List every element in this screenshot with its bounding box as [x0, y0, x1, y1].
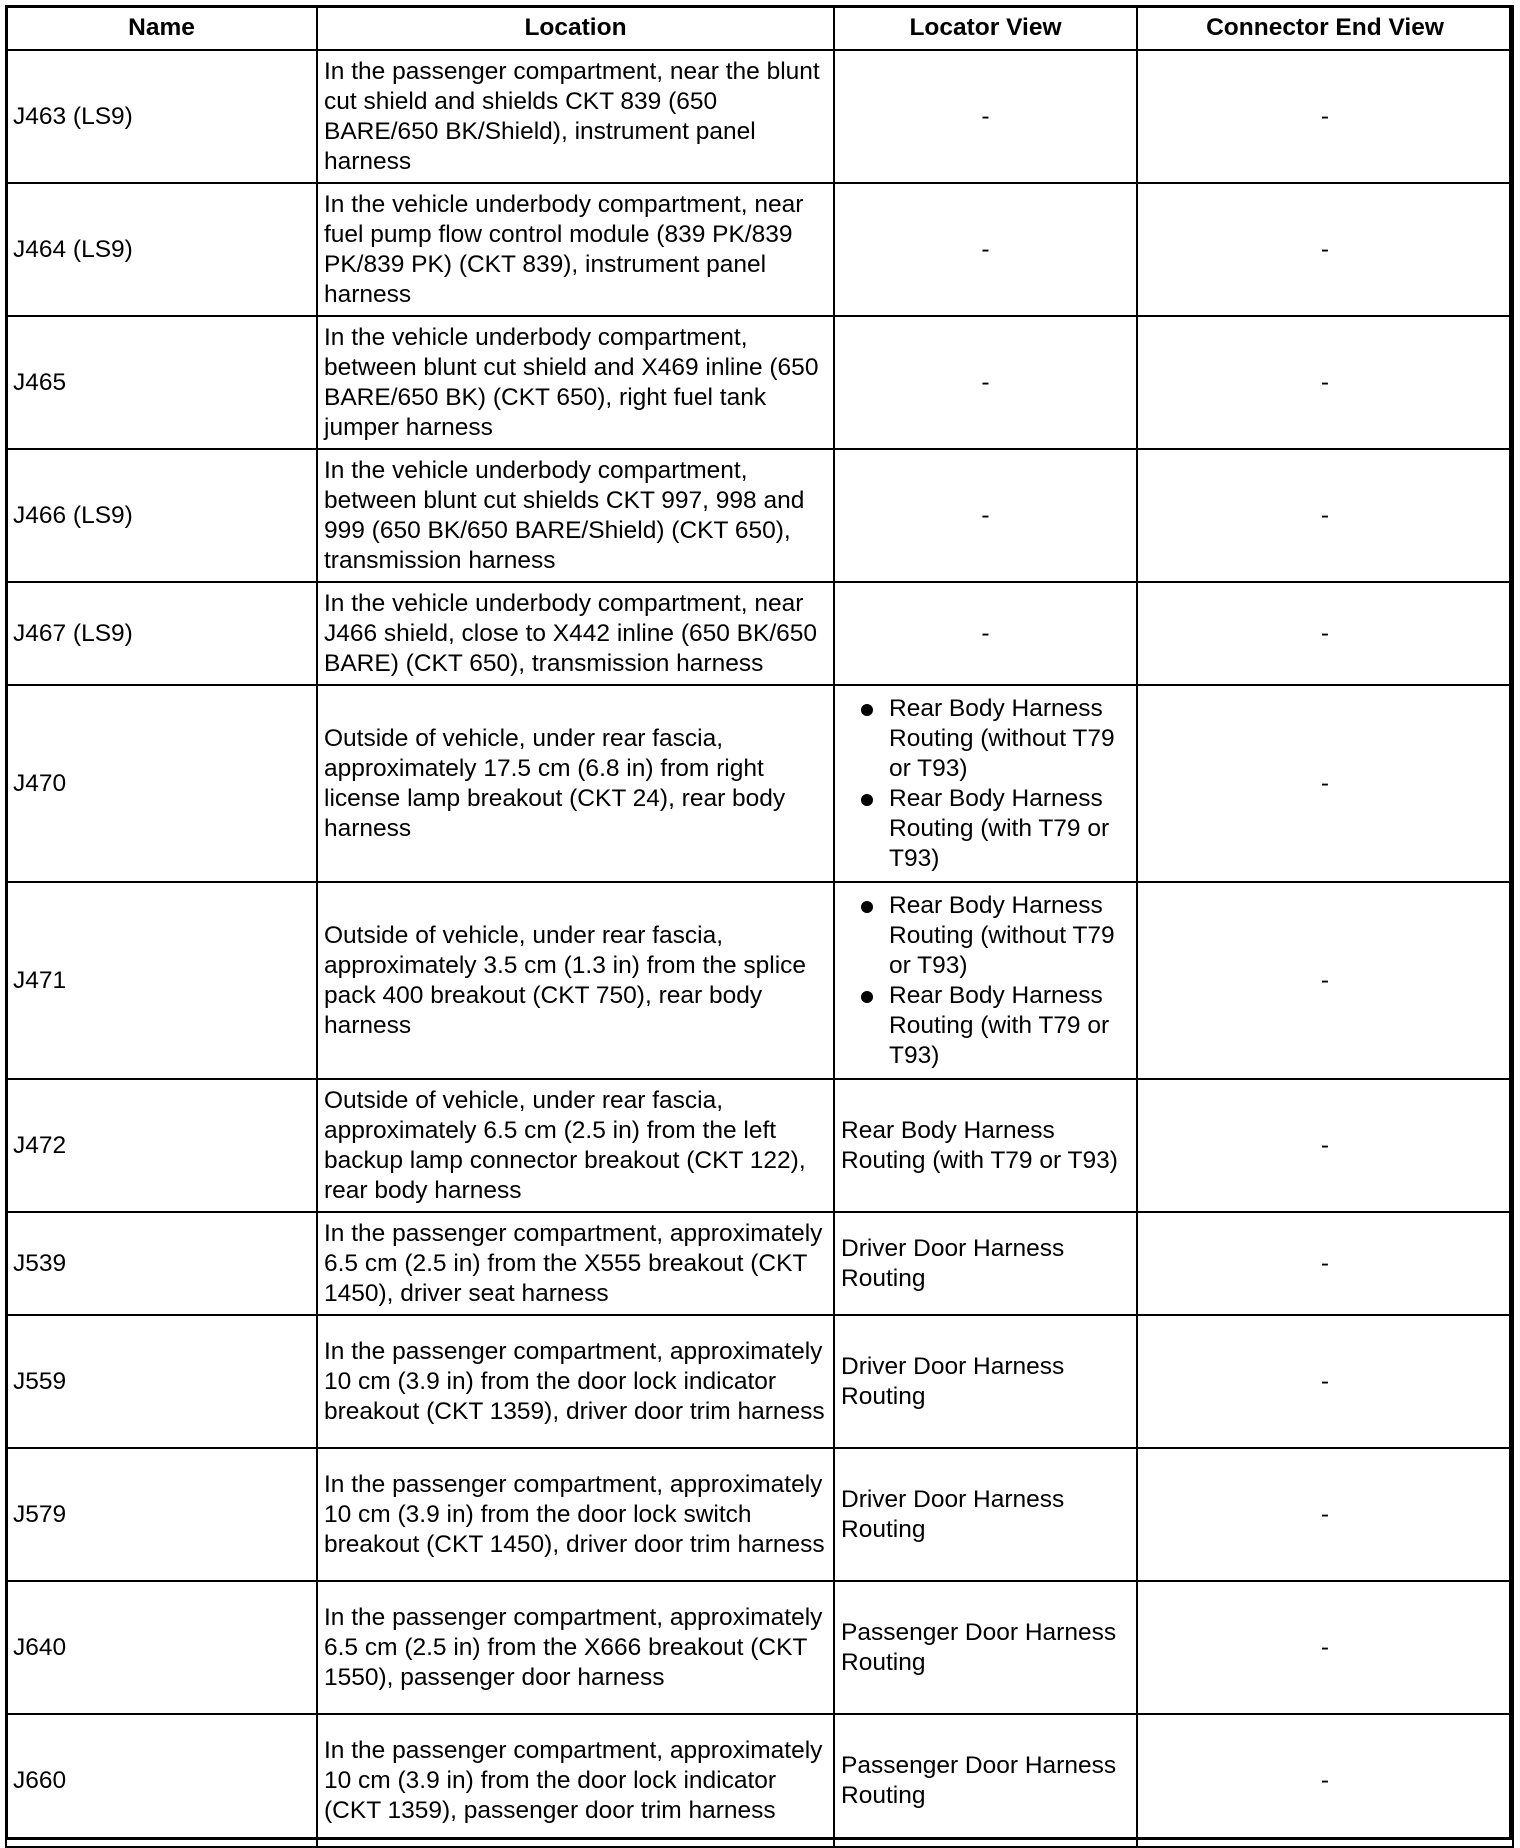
location-cell: In the vehicle underbody compartment, between blunt cut shields CKT 997, 998 and 999 (650 BK/650 BARE/Shield) (CKT 650), transmission harness	[317, 449, 834, 582]
location-cell: In the passenger compartment, approximately 10 cm (3.9 in) from the door lock indicator breakout (CKT 1359), driver door trim harness	[317, 1315, 834, 1448]
connector-end-view-cell: -	[1137, 1448, 1513, 1581]
connector-end-view-cell: -	[1137, 1581, 1513, 1714]
splice-name-cell: J464 (LS9)	[6, 183, 317, 316]
table-row	[6, 882, 1513, 1079]
table-row	[6, 1079, 1513, 1212]
location-cell: In the vehicle underbody compartment, near fuel pump flow control module (839 PK/839 PK/839 PK) (CKT 839), instrument panel harness	[317, 183, 834, 316]
connector-end-view-cell: -	[1137, 685, 1513, 882]
table-row	[6, 183, 1513, 316]
locator-view-cell: Driver Door Harness Routing	[834, 1448, 1137, 1581]
location-cell: In the passenger compartment, approximately 6.5 cm (2.5 in) from the X666 breakout (CKT 1550), passenger door harness	[317, 1581, 834, 1714]
connector-end-view-cell: -	[1137, 1212, 1513, 1315]
locator-view-item-text: Rear Body Harness Routing (without T79 or T93)	[889, 694, 1115, 782]
splice-name-cell: J467 (LS9)	[6, 582, 317, 685]
connector-end-view-cell: -	[1137, 50, 1513, 183]
bullet-icon	[861, 704, 873, 716]
location-cell: In the passenger compartment, near the blunt cut shield and shields CKT 839 (650 BARE/650 BK/Shield), instrument panel harness	[317, 50, 834, 183]
splice-pack-locations-table	[5, 5, 1514, 1848]
connector-end-view-cell: -	[1137, 582, 1513, 685]
splice-name-cell: J559	[6, 1315, 317, 1448]
locator-view-cell: Driver Door Harness Routing	[834, 1315, 1137, 1448]
name-column-header: Name	[6, 6, 317, 50]
locator-view-cell: Rear Body Harness Routing (with T79 or T93)	[834, 1079, 1137, 1212]
locator-view-cell: Passenger Door Harness Routing	[834, 1581, 1137, 1714]
locator-view-column-header: Locator View	[834, 6, 1137, 50]
locator-view-cell: -	[834, 316, 1137, 449]
locator-view-cell	[834, 685, 1137, 882]
header-row	[6, 6, 1513, 50]
locator-view-list	[841, 891, 1131, 1071]
locator-view-cell	[834, 882, 1137, 1079]
locator-view-cell: -	[834, 183, 1137, 316]
table-row	[6, 582, 1513, 685]
connector-end-view-cell: -	[1137, 882, 1513, 1079]
splice-name-cell: J660	[6, 1714, 317, 1847]
connector-end-view-cell: -	[1137, 183, 1513, 316]
table-row	[6, 1448, 1513, 1581]
locator-view-list-item	[841, 784, 1131, 874]
table-row	[6, 449, 1513, 582]
location-cell: In the passenger compartment, approximately 10 cm (3.9 in) from the door lock indicator (CKT 1359), passenger door trim harness	[317, 1714, 834, 1847]
locator-view-list-item	[841, 981, 1131, 1071]
table-row	[6, 1212, 1513, 1315]
location-column-header: Location	[317, 6, 834, 50]
location-cell: Outside of vehicle, under rear fascia, approximately 6.5 cm (2.5 in) from the left backup lamp connector breakout (CKT 122), rear body harness	[317, 1079, 834, 1212]
table-row	[6, 1581, 1513, 1714]
splice-name-cell: J472	[6, 1079, 317, 1212]
location-cell: In the passenger compartment, approximately 10 cm (3.9 in) from the door lock switch breakout (CKT 1450), driver door trim harness	[317, 1448, 834, 1581]
bullet-icon	[861, 901, 873, 913]
bullet-icon	[861, 794, 873, 806]
table-row	[6, 316, 1513, 449]
locator-view-cell: Driver Door Harness Routing	[834, 1212, 1137, 1315]
connector-end-view-cell: -	[1137, 449, 1513, 582]
locator-view-cell: -	[834, 50, 1137, 183]
location-cell: In the vehicle underbody compartment, between blunt cut shield and X469 inline (650 BARE/650 BK) (CKT 650), right fuel tank jumper harness	[317, 316, 834, 449]
locator-view-cell: -	[834, 449, 1137, 582]
connector-end-view-cell: -	[1137, 1079, 1513, 1212]
locator-view-item-text: Rear Body Harness Routing (with T79 or T93)	[889, 981, 1110, 1069]
table-row	[6, 1714, 1513, 1847]
locator-view-cell: Passenger Door Harness Routing	[834, 1714, 1137, 1847]
locator-view-list-item	[841, 694, 1131, 784]
splice-name-cell: J539	[6, 1212, 317, 1315]
locator-view-item-text: Rear Body Harness Routing (with T79 or T93)	[889, 784, 1110, 872]
table-row	[6, 50, 1513, 183]
bullet-icon	[861, 991, 873, 1003]
location-cell: In the vehicle underbody compartment, near J466 shield, close to X442 inline (650 BK/650 BARE) (CKT 650), transmission harness	[317, 582, 834, 685]
table-row	[6, 1315, 1513, 1448]
splice-name-cell: J466 (LS9)	[6, 449, 317, 582]
splice-name-cell: J640	[6, 1581, 317, 1714]
locator-view-list	[841, 694, 1131, 874]
connector-end-view-cell: -	[1137, 1315, 1513, 1448]
locator-view-list-item	[841, 891, 1131, 981]
connector-end-view-column-header: Connector End View	[1137, 6, 1513, 50]
splice-name-cell: J579	[6, 1448, 317, 1581]
table-row	[6, 685, 1513, 882]
location-cell: Outside of vehicle, under rear fascia, approximately 3.5 cm (1.3 in) from the splice pack 400 breakout (CKT 750), rear body harness	[317, 882, 834, 1079]
splice-name-cell: J465	[6, 316, 317, 449]
connector-end-view-cell: -	[1137, 316, 1513, 449]
locator-view-cell: -	[834, 582, 1137, 685]
splice-name-cell: J471	[6, 882, 317, 1079]
location-cell: In the passenger compartment, approximately 6.5 cm (2.5 in) from the X555 breakout (CKT 1450), driver seat harness	[317, 1212, 834, 1315]
locator-view-item-text: Rear Body Harness Routing (without T79 or T93)	[889, 891, 1115, 979]
location-cell: Outside of vehicle, under rear fascia, approximately 17.5 cm (6.8 in) from right license lamp breakout (CKT 24), rear body harness	[317, 685, 834, 882]
connector-end-view-cell: -	[1137, 1714, 1513, 1847]
splice-name-cell: J463 (LS9)	[6, 50, 317, 183]
splice-name-cell: J470	[6, 685, 317, 882]
